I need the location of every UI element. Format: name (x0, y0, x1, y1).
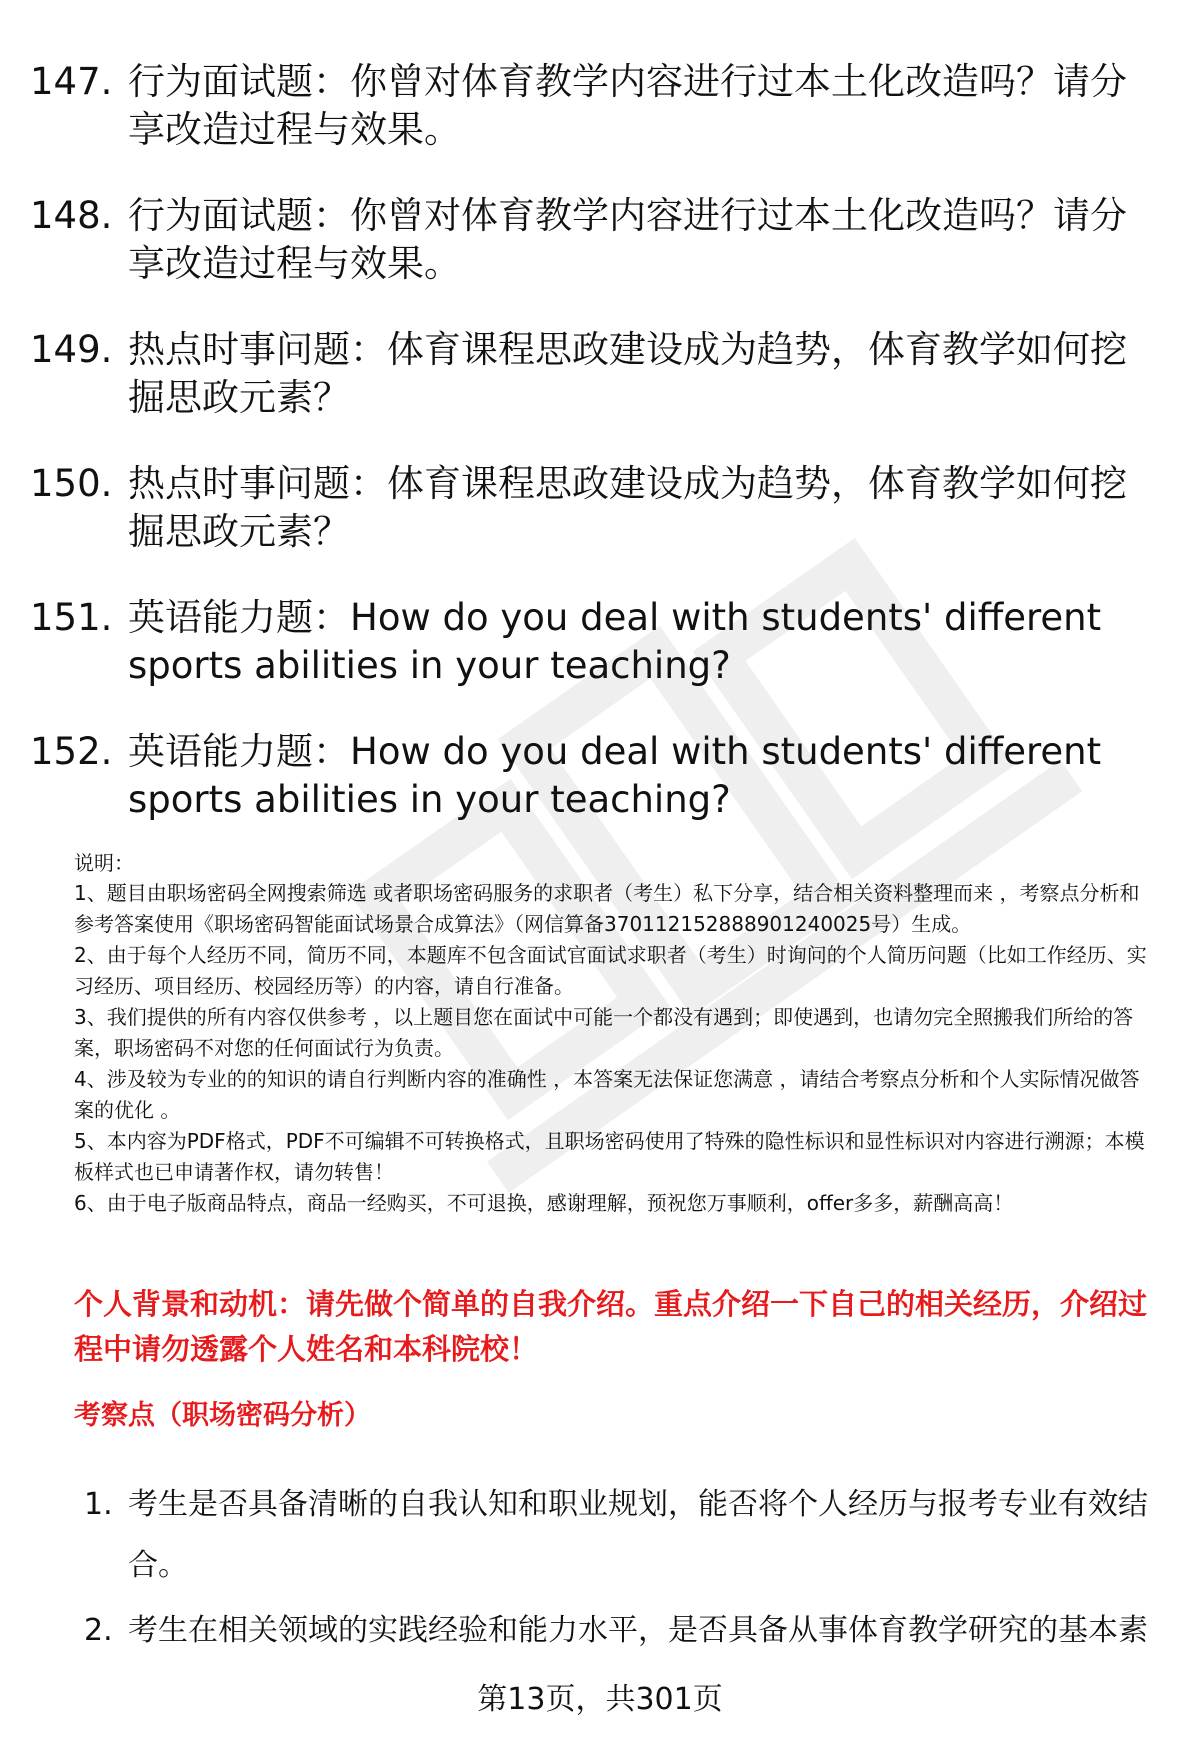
question-text: 热点时事问题：体育课程思政建设成为趋势，体育教学如何挖掘思政元素？ (128, 462, 1127, 553)
question-item (30, 460, 1150, 556)
question-text: 英语能力题：How do you deal with students' different sports abilities in your teaching? (128, 730, 1102, 821)
question-item (30, 728, 1150, 824)
point-number: 1. (84, 1487, 113, 1522)
analysis-points (84, 1474, 1154, 1665)
question-number: 147. (30, 60, 113, 103)
question-text: 热点时事问题：体育课程思政建设成为趋势，体育教学如何挖掘思政元素？ (128, 328, 1127, 419)
note-item: 6、由于电子版商品特点，商品一经购买，不可退换，感谢理解，预祝您万事顺利，offer多多，薪酬高高！ (74, 1191, 1014, 1215)
question-number: 150. (30, 462, 113, 505)
question-item (30, 594, 1150, 690)
note-item: 5、本内容为PDF格式，PDF不可编辑不可转换格式，且职场密码使用了特殊的隐性标识和显性标识对内容进行溯源；本模板样式也已申请著作权，请勿转售！ (74, 1129, 1145, 1184)
analysis-heading: 考察点（职场密码分析） (74, 1400, 371, 1431)
question-number: 152. (30, 730, 113, 773)
question-list (30, 58, 1150, 862)
analysis-point (84, 1474, 1154, 1596)
featured-question: 个人背景和动机：请先做个简单的自我介绍。重点介绍一下自己的相关经历，介绍过程中请勿透露个人姓名和本科院校！ (74, 1287, 1148, 1366)
analysis-point (84, 1600, 1154, 1661)
notes-title: 说明： (74, 851, 134, 875)
question-item (30, 192, 1150, 288)
question-text: 行为面试题：你曾对体育教学内容进行过本土化改造吗？请分享改造过程与效果。 (128, 194, 1127, 285)
note-item: 2、由于每个人经历不同，简历不同，本题库不包含面试官面试求职者（考生）时询问的个人简历问题（比如工作经历、实习经历、项目经历、校园经历等）的内容，请自行准备。 (74, 943, 1147, 998)
note-item: 4、涉及较为专业的的知识的请自行判断内容的准确性 ，本答案无法保证您满意 ，请结合考察点分析和个人实际情况做答案的优化 。 (74, 1067, 1140, 1122)
notes-section (74, 849, 1159, 1219)
point-text: 考生在相关领域的实践经验和能力水平，是否具备从事体育教学研究的基本素 (128, 1613, 1148, 1648)
question-number: 151. (30, 596, 113, 639)
question-text: 行为面试题：你曾对体育教学内容进行过本土化改造吗？请分享改造过程与效果。 (128, 60, 1127, 151)
question-number: 148. (30, 194, 113, 237)
point-number: 2. (84, 1613, 113, 1648)
point-text: 考生是否具备清晰的自我认知和职业规划，能否将个人经历与报考专业有效结合。 (128, 1487, 1148, 1583)
page-footer: 第13页，共301页 (477, 1682, 723, 1717)
question-item (30, 326, 1150, 422)
question-number: 149. (30, 328, 113, 371)
question-text: 英语能力题：How do you deal with students' different sports abilities in your teaching? (128, 596, 1102, 687)
note-item: 1、题目由职场密码全网搜索筛选 或者职场密码服务的求职者（考生）私下分享，结合相关资料整理而来 ，考察点分析和参考答案使用《职场密码智能面试场景合成算法》（网信算备370112152888901240025号）生成。 (74, 881, 1140, 936)
note-item: 3、我们提供的所有内容仅供参考 ，以上题目您在面试中可能一个都没有遇到；即使遇到，也请勿完全照搬我们所给的答案，职场密码不对您的任何面试行为负责。 (74, 1005, 1134, 1060)
question-item (30, 58, 1150, 154)
